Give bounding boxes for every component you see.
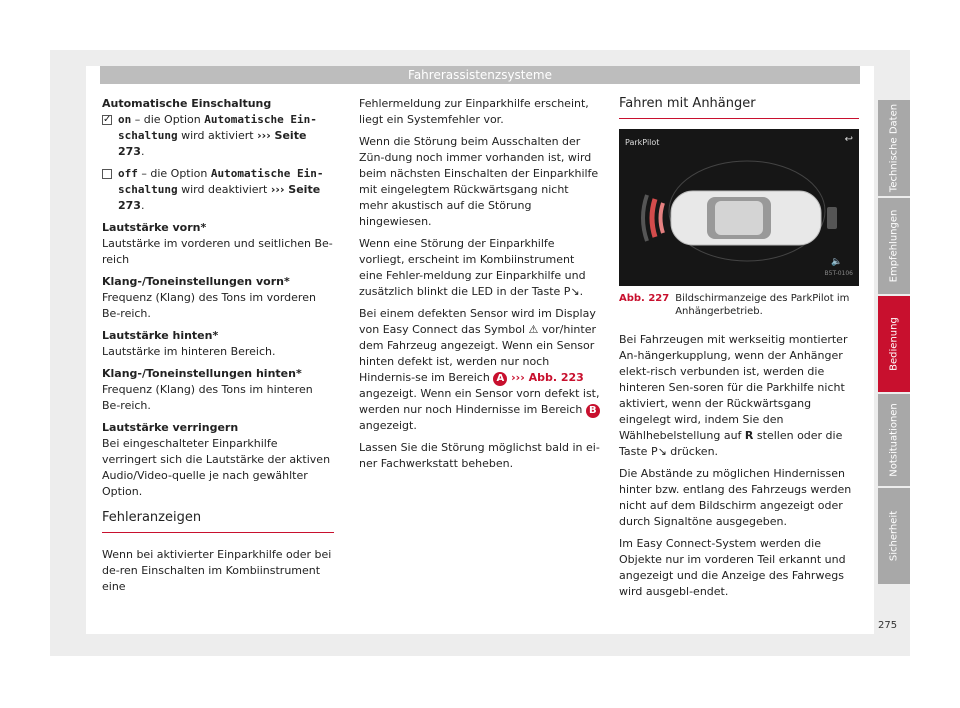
chapter-header: Fahrerassistenzsysteme bbox=[100, 66, 860, 84]
reduce-text: Bei eingeschalteter Einparkhilfe verringert sich die Lautstärke der aktiven Audio/Video-quelle je nach gewählter Option. bbox=[102, 437, 331, 498]
paragraph: Bei einem defekten Sensor wird im Display von Easy Connect das Symbol ⚠ vor/hinter dem Fahrzeug angezeigt. Wenn ein Sensor hinten defekt ist, werden nur noch Hindernis-se im Bereich A ››› Abb. 223 angezeigt. Wenn ein Sensor vorn defekt ist, werden nur noch Hindernisse im Bereich B angezeigt. bbox=[359, 307, 600, 432]
back-arrow-icon: ↩ bbox=[844, 134, 853, 145]
warning-triangle-icon: ⚠ bbox=[528, 323, 539, 336]
auto-title: Automatische Einschaltung bbox=[102, 97, 272, 110]
vol-front-text: Lautstärke im vorderen und seitlichen Be-reich bbox=[102, 237, 333, 266]
vol-rear-title: Lautstärke hinten* bbox=[102, 329, 219, 342]
figure-caption bbox=[619, 292, 859, 318]
link-seite-273[interactable]: ››› Seite 273 bbox=[118, 129, 307, 158]
tab-notsituationen[interactable]: Notsituationen bbox=[878, 394, 910, 486]
column-3 bbox=[619, 96, 859, 606]
section-heading-fehleranzeigen: Fehleranzeigen bbox=[102, 510, 334, 533]
option-off: off – die Option Automatische Ein-schaltung wird deaktiviert ››› Seite 273. bbox=[102, 166, 334, 214]
caption-text: Bildschirmanzeige des ParkPilot im Anhängerbetrieb. bbox=[675, 293, 850, 317]
caption-label: Abb. 227 bbox=[619, 293, 670, 304]
page-number: 275 bbox=[878, 620, 898, 631]
paragraph: Bei Fahrzeugen mit werkseitig montierter An-hängerkupplung, wenn der Anhänger elekt-risch verbunden ist, werden die hinteren Sen-soren für die Parkhilfe nicht aktiviert, wenn der Rückwärtsgang eingelegt wird, indem Sie den Wählhebelstellung auf R stellen oder die Taste P↘ drücken. bbox=[619, 333, 848, 458]
parking-key-icon: P↘ bbox=[563, 285, 580, 298]
column-2 bbox=[359, 96, 601, 478]
paragraph: Die Abstände zu möglichen Hindernissen hinter bzw. entlang des Fahrzeugs werden nicht auf dem Bildschirm angezeigt oder durch Signaltöne ausgegeben. bbox=[619, 467, 852, 528]
marker-a: A bbox=[493, 372, 507, 386]
svg-text:🔈: 🔈 bbox=[831, 257, 843, 267]
parking-key-icon: P↘ bbox=[650, 445, 667, 458]
paragraph: Fehlermeldung zur Einparkhilfe erscheint, liegt ein Systemfehler vor. bbox=[359, 97, 589, 126]
checkbox-checked-icon: ✓ bbox=[103, 114, 112, 125]
paragraph: Lassen Sie die Störung möglichst bald in ei-ner Fachwerkstatt beheben. bbox=[359, 441, 600, 470]
tab-technische-daten[interactable]: Technische Daten bbox=[878, 100, 910, 196]
section-heading-anhaenger: Fahren mit Anhänger bbox=[619, 96, 859, 119]
figure-code: B5T-0106 bbox=[824, 270, 853, 277]
vol-front-title: Lautstärke vorn* bbox=[102, 221, 207, 234]
checkbox-empty-icon bbox=[102, 169, 112, 179]
vol-rear-text: Lautstärke im hinteren Bereich. bbox=[102, 345, 276, 358]
car-top-view-icon bbox=[619, 129, 859, 286]
tone-front-title: Klang-/Toneinstellungen vorn* bbox=[102, 275, 290, 288]
paragraph: Im Easy Connect-System werden die Objekte nur im vorderen Teil erkannt und angezeigt und die Anzeige des Fahrwegs wird ausgebl-endet. bbox=[619, 537, 846, 598]
paragraph: Wenn eine Störung der Einparkhilfe vorliegt, erscheint im Kombiinstrument eine Fehler-meldung zur Einparkhilfe und zusätzlich blinkt die LED in der Taste P↘. bbox=[359, 237, 586, 298]
tab-empfehlungen[interactable]: Empfehlungen bbox=[878, 198, 910, 294]
reduce-title: Lautstärke verringern bbox=[102, 421, 239, 434]
tone-front-text: Frequenz (Klang) des Tons im vorderen Be-reich. bbox=[102, 291, 316, 320]
marker-b: B bbox=[586, 404, 600, 418]
column-1 bbox=[102, 96, 334, 601]
tone-rear-title: Klang-/Toneinstellungen hinten* bbox=[102, 367, 302, 380]
parkpilot-figure bbox=[619, 129, 859, 286]
paragraph: Wenn die Störung beim Ausschalten der Zün-dung noch immer vorhanden ist, wird beim nächsten Einschalten der Einparkhilfe mit eingelegtem Rückwärtsgang nicht mehr akustisch auf die Störung hingewiesen. bbox=[359, 135, 599, 228]
section-text: Wenn bei aktivierter Einparkhilfe oder bei de-ren Einschalten im Kombiinstrument eine bbox=[102, 548, 332, 593]
link-abb-223[interactable]: ››› Abb. 223 bbox=[507, 371, 584, 384]
option-on: ✓ on – die Option Automatische Ein-schaltung wird aktiviert ››› Seite 273. bbox=[103, 113, 317, 158]
tab-bedienung[interactable]: Bedienung bbox=[878, 296, 910, 392]
link-seite-273[interactable]: ››› Seite 273 bbox=[118, 183, 321, 212]
figure-title: ParkPilot bbox=[625, 138, 660, 147]
tab-sicherheit[interactable]: Sicherheit bbox=[878, 488, 910, 584]
tone-rear-text: Frequenz (Klang) des Tons im hinteren Be-reich. bbox=[102, 383, 313, 412]
